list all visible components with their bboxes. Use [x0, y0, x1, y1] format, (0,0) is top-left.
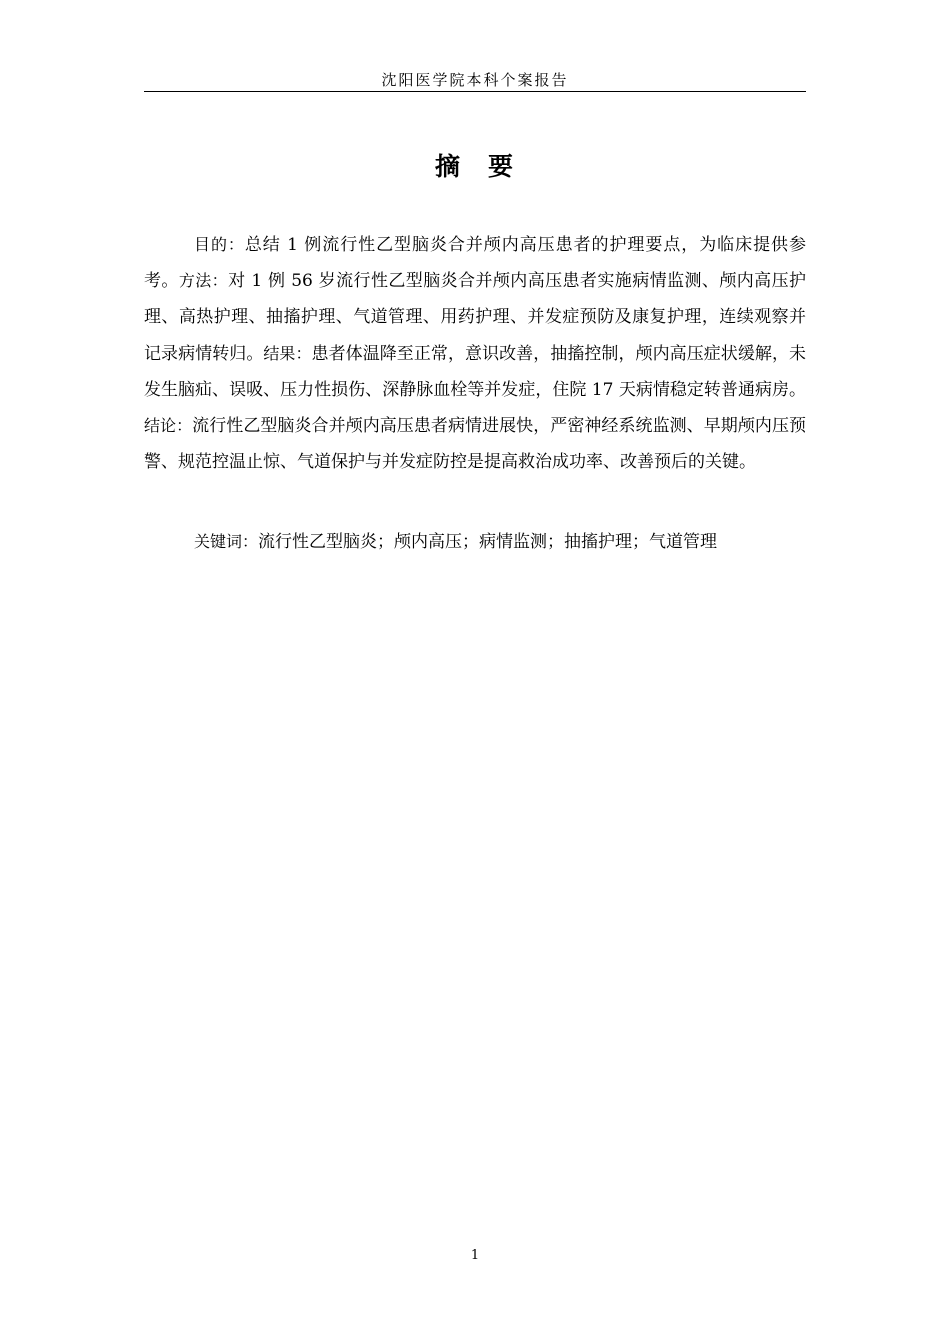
conclusion-text: 流行性乙型脑炎合并颅内高压患者病情进展快，严密神经系统监测、早期颅内压预警、规范控温止惊、气道保护与并发症防控是提高救治成功率、改善预后的关键。 [144, 416, 806, 473]
objective-label: 目的： [194, 235, 245, 254]
running-header: 沈阳医学院本科个案报告 [381, 71, 569, 89]
keywords-line [144, 524, 806, 560]
title-char-2: 要 [488, 152, 516, 181]
page-title [144, 148, 806, 186]
abstract-paragraph [144, 227, 806, 480]
keywords-label: 关键词： [194, 532, 259, 551]
result-text: 患者体温降至正常，意识改善，抽搐控制，颅内高压症状缓解，未发生脑疝、误吸、压力性损伤、深静脉血栓等并发症，住院 17 天病情稳定转普通病房。 [144, 343, 807, 400]
method-label: 方法： [178, 271, 229, 291]
method-text: 对 1 例 56 岁流行性乙型脑炎合并颅内高压患者实施病情监测、颅内高压护理、高热护理、抽搐护理、气道管理、用药护理、并发症预防及康复护理，连续观察并记录病情转归。 [144, 271, 806, 364]
keywords-text: 流行性乙型脑炎；颅内高压；病情监测；抽搐护理；气道管理 [258, 532, 718, 552]
title-char-1: 摘 [434, 152, 462, 181]
header-divider [144, 91, 806, 92]
conclusion-label: 结论： [144, 416, 193, 436]
objective-text: 总结 1 例流行性乙型脑炎合并颅内高压患者的护理要点，为临床提供参考。 [144, 235, 806, 292]
result-label: 结果： [263, 343, 312, 363]
page-number: 1 [470, 1248, 480, 1263]
